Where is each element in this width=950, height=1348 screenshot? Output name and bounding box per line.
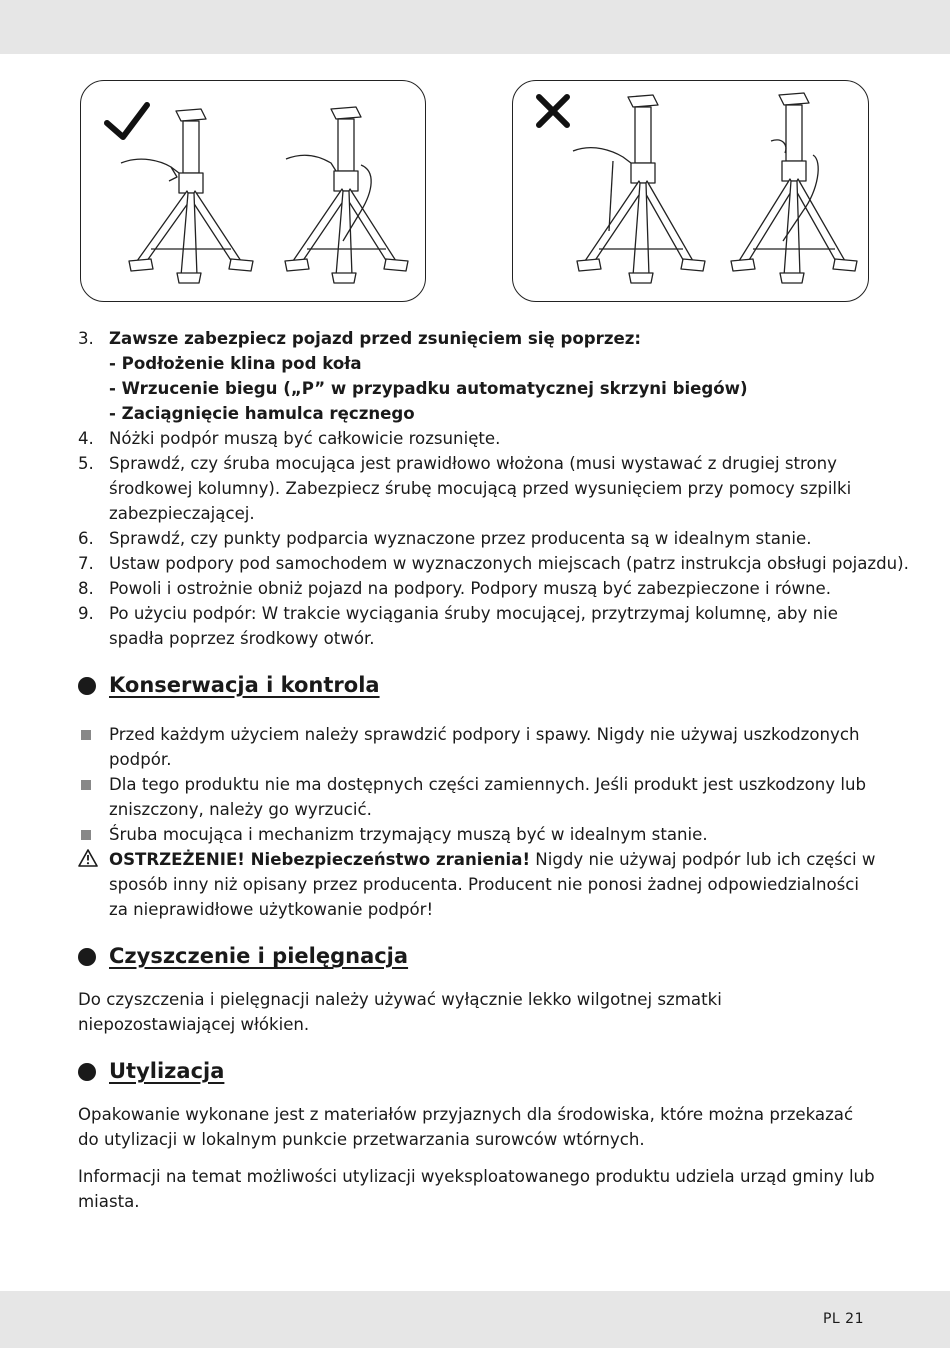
step-3-line: - Podłożenie klina pod koła bbox=[109, 354, 362, 373]
section-heading-disposal bbox=[78, 1059, 878, 1084]
step-text: Sprawdź, czy punkty podparcia wyznaczone przez producenta są w idealnym stanie. bbox=[109, 529, 812, 548]
bullet-dot-icon bbox=[78, 677, 96, 695]
section-title: Czyszczenie i pielęgnacja bbox=[109, 944, 409, 968]
step-number: 3. bbox=[78, 329, 94, 348]
cross-icon bbox=[539, 97, 567, 125]
warning-text bbox=[109, 847, 878, 922]
list-item bbox=[78, 772, 878, 822]
incorrect-usage-illustration bbox=[513, 81, 870, 303]
disposal-paragraph: Opakowanie wykonane jest z materiałów przyjaznych dla środowiska, które można przekazać do utylizacji w lokalnym punkcie przetwarzania surowców wtórnych. bbox=[78, 1105, 854, 1149]
step-7 bbox=[78, 551, 909, 576]
square-bullet-icon bbox=[81, 830, 91, 840]
step-3-line: Zawsze zabezpiecz pojazd przed zsunięciem się poprzez: bbox=[109, 329, 642, 348]
step-5 bbox=[78, 451, 878, 526]
step-number: 7. bbox=[78, 554, 94, 573]
step-3-line: - Zaciągnięcie hamulca ręcznego bbox=[109, 404, 415, 423]
bottom-bar bbox=[0, 1291, 950, 1348]
list-item-text: Dla tego produktu nie ma dostępnych części zamiennych. Jeśli produkt jest uszkodzony lub zniszczony, należy go wyrzucić. bbox=[109, 775, 867, 819]
step-text: Powoli i ostrożnie obniż pojazd na podpory. Podpory muszą być zabezpieczone i równe. bbox=[109, 579, 832, 598]
step-3-line: - Wrzucenie biegu („P” w przypadku automatycznej skrzyni biegów) bbox=[109, 379, 748, 398]
main-content bbox=[78, 326, 909, 1214]
step-number: 9. bbox=[78, 604, 94, 623]
bullet-dot-icon bbox=[78, 948, 96, 966]
bullet-dot-icon bbox=[78, 1063, 96, 1081]
warning-body: Nigdy nie używaj podpór lub ich części w sposób inny niż opisany przez producenta. Producent nie ponosi żadnej odpowiedzialności za nieprawidłowe użytkowanie podpór! bbox=[109, 850, 876, 919]
correct-usage-figure bbox=[80, 80, 426, 302]
section-heading-cleaning bbox=[78, 944, 878, 969]
correct-usage-illustration bbox=[81, 81, 427, 303]
step-text: Ustaw podpory pod samochodem w wyznaczonych miejscach (patrz instrukcja obsługi pojazdu). bbox=[109, 554, 909, 573]
checkmark-icon bbox=[107, 105, 147, 137]
section-heading-maintenance bbox=[78, 673, 878, 698]
page-number: PL 21 bbox=[822, 1311, 864, 1327]
cleaning-paragraph: Do czyszczenia i pielęgnacji należy używać wyłącznie lekko wilgotnej szmatki niepozostawiającej włókien. bbox=[78, 990, 722, 1034]
step-text: Po użyciu podpór: W trakcie wyciągania śruby mocującej, przytrzymaj kolumnę, aby nie spadła poprzez środkowy otwór. bbox=[109, 604, 838, 648]
step-4 bbox=[78, 426, 878, 451]
disposal-paragraph: Informacji na temat możliwości utylizacji wyeksploatowanego produktu udziela urząd gminy lub miasta. bbox=[78, 1167, 875, 1211]
warning-label: OSTRZEŻENIE! Niebezpieczeństwo zranienia! bbox=[109, 850, 531, 869]
step-text: Nóżki podpór muszą być całkowicie rozsunięte. bbox=[109, 429, 501, 448]
list-item bbox=[78, 722, 878, 772]
step-text bbox=[109, 326, 878, 426]
section-title: Konserwacja i kontrola bbox=[109, 673, 380, 697]
list-item-text: Śruba mocująca i mechanizm trzymający muszą być w idealnym stanie. bbox=[109, 825, 708, 844]
warning-triangle-icon bbox=[78, 849, 98, 867]
step-9 bbox=[78, 601, 878, 651]
top-bar bbox=[0, 0, 950, 54]
step-number: 8. bbox=[78, 579, 94, 598]
step-number: 5. bbox=[78, 454, 94, 473]
step-number: 4. bbox=[78, 429, 94, 448]
warning-item bbox=[78, 847, 878, 922]
section-title: Utylizacja bbox=[109, 1059, 225, 1083]
incorrect-usage-figure bbox=[512, 80, 869, 302]
step-number: 6. bbox=[78, 529, 94, 548]
square-bullet-icon bbox=[81, 730, 91, 740]
step-text: Sprawdź, czy śruba mocująca jest prawidłowo włożona (musi wystawać z drugiej strony środkowej kolumny). Zabezpiecz śrubę mocującą przed wysunięciem przy pomocy szpilki zabezpieczającej. bbox=[109, 454, 852, 523]
list-item-text: Przed każdym użyciem należy sprawdzić podpory i spawy. Nigdy nie używaj uszkodzonych podpór. bbox=[109, 725, 860, 769]
step-3 bbox=[78, 326, 878, 426]
step-8 bbox=[78, 576, 878, 601]
square-bullet-icon bbox=[81, 780, 91, 790]
step-6 bbox=[78, 526, 878, 551]
list-item bbox=[78, 822, 878, 847]
